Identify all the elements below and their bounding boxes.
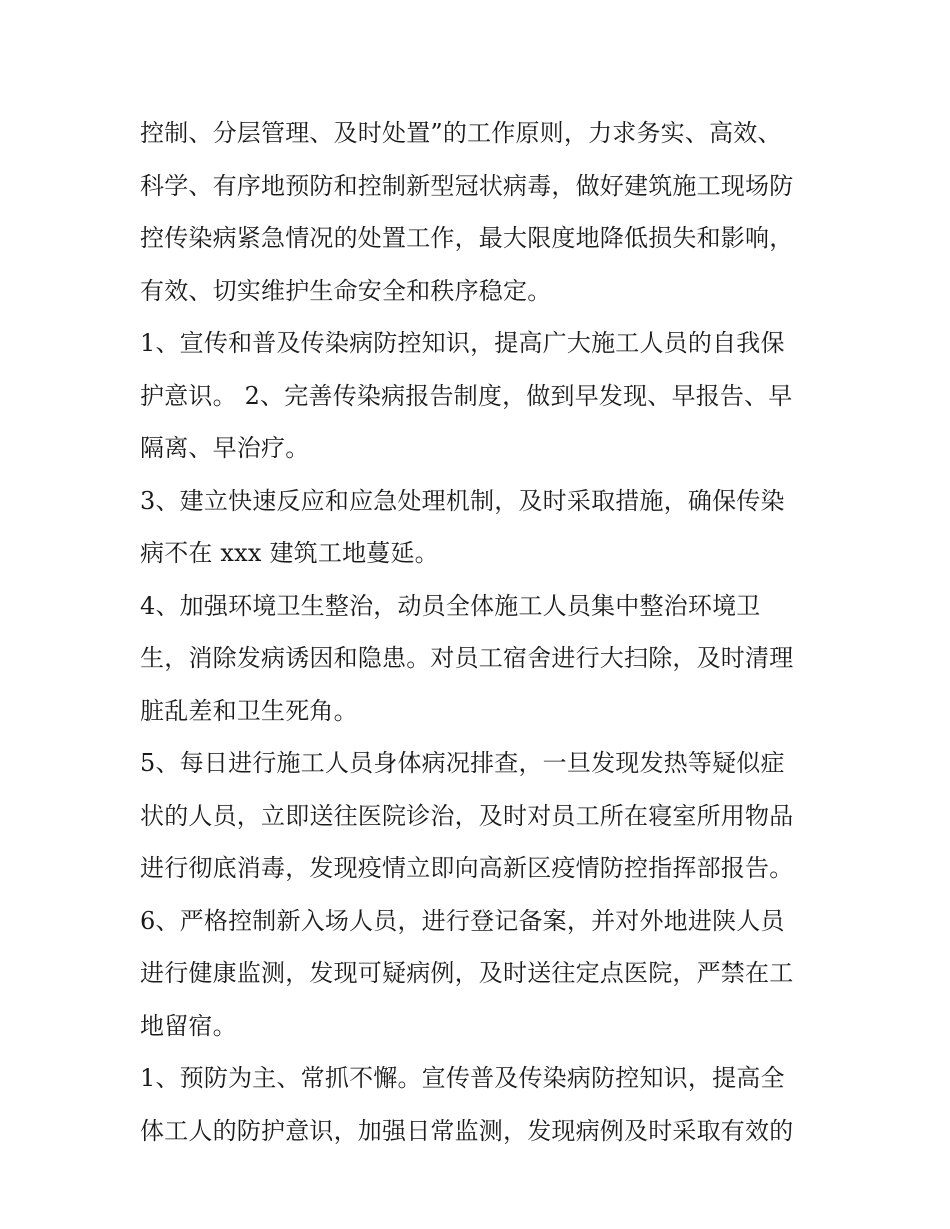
text-line: 体工人的防护意识，加强日常监测，发现病例及时采取有效的 — [140, 1116, 794, 1145]
text-line: 状的人员，立即送往医院诊治，及时对员工所在寝室所用物品 — [140, 801, 794, 830]
text-line: 有效、切实维护生命安全和秩序稳定。 — [140, 276, 552, 305]
text-line: 4、加强环境卫生整治，动员全体施工人员集中整治环境卫 — [140, 591, 761, 620]
text-line: 科学、有序地预防和控制新型冠状病毒，做好建筑施工现场防 — [140, 171, 794, 200]
text-line: 1、预防为主、常抓不懈。宣传普及传染病防控知识，提高全 — [140, 1064, 785, 1092]
text-line: 地留宿。 — [140, 1011, 237, 1040]
text-line: 控制、分层管理、及时处置”的工作原则，力求务实、高效、 — [140, 119, 782, 147]
text-line: 1、宣传和普及传染病防控知识，提高广大施工人员的自我保 — [140, 329, 785, 357]
text-line: 病不在 xxx 建筑工地蔓延。 — [140, 539, 439, 567]
text-line: 控传染病紧急情况的处置工作，最大限度地降低损失和影响， — [140, 224, 794, 252]
text-line: 生，消除发病诱因和隐患。对员工宿舍进行大扫除，及时清理 — [140, 644, 794, 672]
document-body — [140, 107, 820, 1157]
text-line: 进行彻底消毒，发现疫情立即向高新区疫情防控指挥部报告。 — [140, 854, 794, 882]
text-line: 6、严格控制新入场人员，进行登记备案，并对外地进陕人员 — [140, 906, 785, 935]
text-line: 3、建立快速反应和应急处理机制，及时采取措施，确保传染 — [140, 486, 785, 515]
text-line: 隔离、早治疗。 — [140, 434, 310, 462]
text-line: 护意识。 2、完善传染病报告制度，做到早发现、早报告、早 — [140, 381, 793, 410]
text-line: 5、每日进行施工人员身体病况排查，一旦发现发热等疑似症 — [140, 749, 785, 777]
text-line: 脏乱差和卫生死角。 — [140, 696, 358, 725]
text-line: 进行健康监测，发现可疑病例，及时送往定点医院，严禁在工 — [140, 959, 794, 987]
